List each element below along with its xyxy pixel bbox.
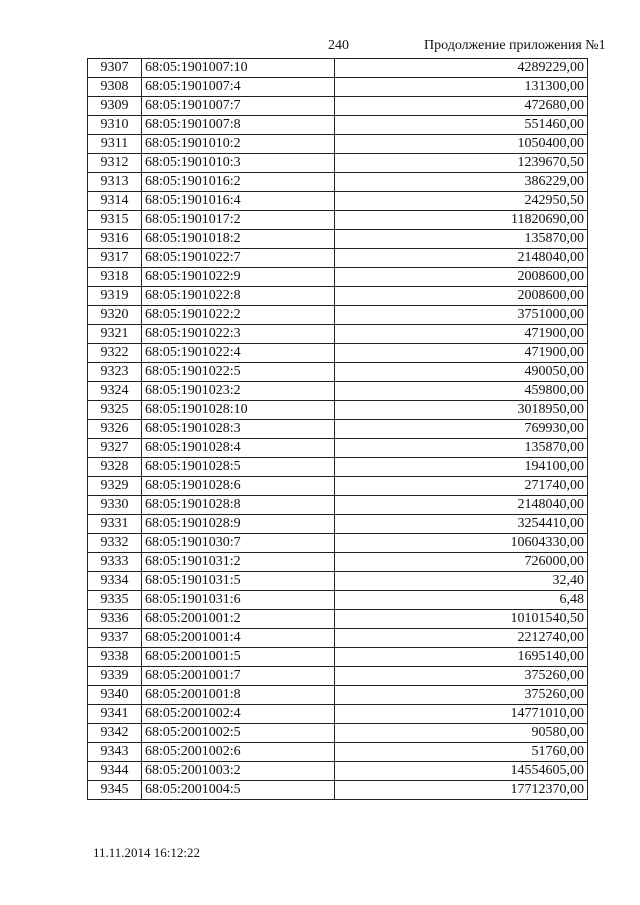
row-number-cell: 9313 [88,173,142,192]
value-cell: 551460,00 [335,116,588,135]
row-number-cell: 9312 [88,154,142,173]
cadastral-code-cell: 68:05:2001004:5 [142,781,335,800]
value-cell: 2008600,00 [335,268,588,287]
row-number-cell: 9307 [88,59,142,78]
value-cell: 375260,00 [335,667,588,686]
cadastral-code-cell: 68:05:2001002:6 [142,743,335,762]
cadastral-code-cell: 68:05:1901022:9 [142,268,335,287]
cadastral-code-cell: 68:05:2001002:4 [142,705,335,724]
value-cell: 1050400,00 [335,135,588,154]
cadastral-code-cell: 68:05:2001001:4 [142,629,335,648]
row-number-cell: 9337 [88,629,142,648]
cadastral-code-cell: 68:05:1901028:5 [142,458,335,477]
table-row [88,154,588,173]
table-row [88,724,588,743]
row-number-cell: 9316 [88,230,142,249]
value-cell: 471900,00 [335,344,588,363]
cadastral-code-cell: 68:05:1901016:2 [142,173,335,192]
cadastral-code-cell: 68:05:1901007:10 [142,59,335,78]
value-cell: 2148040,00 [335,249,588,268]
value-cell: 2148040,00 [335,496,588,515]
value-cell: 11820690,00 [335,211,588,230]
cadastral-code-cell: 68:05:1901007:7 [142,97,335,116]
table-row [88,515,588,534]
table-row [88,439,588,458]
cadastral-code-cell: 68:05:2001002:5 [142,724,335,743]
table-row [88,192,588,211]
cadastral-code-cell: 68:05:1901016:4 [142,192,335,211]
cadastral-code-cell: 68:05:2001001:5 [142,648,335,667]
row-number-cell: 9333 [88,553,142,572]
row-number-cell: 9314 [88,192,142,211]
value-cell: 4289229,00 [335,59,588,78]
table-row [88,667,588,686]
table-row [88,705,588,724]
row-number-cell: 9328 [88,458,142,477]
row-number-cell: 9338 [88,648,142,667]
cadastral-code-cell: 68:05:1901028:9 [142,515,335,534]
table-row [88,591,588,610]
cadastral-code-cell: 68:05:1901031:5 [142,572,335,591]
table-row [88,686,588,705]
row-number-cell: 9320 [88,306,142,325]
table-row [88,306,588,325]
row-number-cell: 9326 [88,420,142,439]
table-row [88,648,588,667]
value-cell: 10604330,00 [335,534,588,553]
row-number-cell: 9308 [88,78,142,97]
table-row [88,553,588,572]
table-row [88,116,588,135]
row-number-cell: 9336 [88,610,142,629]
cadastral-code-cell: 68:05:1901007:4 [142,78,335,97]
table-row [88,268,588,287]
table-row [88,97,588,116]
cadastral-code-cell: 68:05:1901028:6 [142,477,335,496]
cadastral-code-cell: 68:05:1901010:3 [142,154,335,173]
table-row [88,325,588,344]
table-row [88,534,588,553]
cadastral-code-cell: 68:05:1901022:3 [142,325,335,344]
table-row [88,401,588,420]
cadastral-code-cell: 68:05:2001001:7 [142,667,335,686]
value-cell: 459800,00 [335,382,588,401]
row-number-cell: 9332 [88,534,142,553]
value-cell: 3254410,00 [335,515,588,534]
row-number-cell: 9309 [88,97,142,116]
value-cell: 386229,00 [335,173,588,192]
table-row [88,496,588,515]
row-number-cell: 9330 [88,496,142,515]
cadastral-code-cell: 68:05:1901022:2 [142,306,335,325]
row-number-cell: 9340 [88,686,142,705]
table-row [88,135,588,154]
row-number-cell: 9335 [88,591,142,610]
row-number-cell: 9345 [88,781,142,800]
page-number: 240 [328,38,349,53]
row-number-cell: 9343 [88,743,142,762]
value-cell: 14771010,00 [335,705,588,724]
value-cell: 32,40 [335,572,588,591]
table-row [88,610,588,629]
row-number-cell: 9323 [88,363,142,382]
value-cell: 242950,50 [335,192,588,211]
row-number-cell: 9317 [88,249,142,268]
value-cell: 51760,00 [335,743,588,762]
value-cell: 2212740,00 [335,629,588,648]
cadastral-code-cell: 68:05:1901028:4 [142,439,335,458]
row-number-cell: 9342 [88,724,142,743]
row-number-cell: 9341 [88,705,142,724]
cadastral-code-cell: 68:05:1901022:7 [142,249,335,268]
row-number-cell: 9331 [88,515,142,534]
table-row [88,572,588,591]
cadastral-code-cell: 68:05:1901023:2 [142,382,335,401]
table-row [88,477,588,496]
value-cell: 135870,00 [335,439,588,458]
row-number-cell: 9324 [88,382,142,401]
value-cell: 2008600,00 [335,287,588,306]
row-number-cell: 9311 [88,135,142,154]
value-cell: 490050,00 [335,363,588,382]
value-cell: 6,48 [335,591,588,610]
value-cell: 3751000,00 [335,306,588,325]
row-number-cell: 9319 [88,287,142,306]
table-row [88,363,588,382]
row-number-cell: 9334 [88,572,142,591]
value-cell: 135870,00 [335,230,588,249]
value-cell: 471900,00 [335,325,588,344]
value-cell: 271740,00 [335,477,588,496]
value-cell: 17712370,00 [335,781,588,800]
cadastral-code-cell: 68:05:2001001:2 [142,610,335,629]
value-cell: 3018950,00 [335,401,588,420]
cadastral-code-cell: 68:05:1901031:2 [142,553,335,572]
cadastral-code-cell: 68:05:1901022:4 [142,344,335,363]
cadastral-code-cell: 68:05:1901028:8 [142,496,335,515]
table-row [88,344,588,363]
table-row [88,629,588,648]
table-row [88,59,588,78]
value-cell: 131300,00 [335,78,588,97]
cadastral-code-cell: 68:05:1901030:7 [142,534,335,553]
cadastral-code-cell: 68:05:1901010:2 [142,135,335,154]
page-caption: Продолжение приложения №1 [424,38,606,53]
value-cell: 194100,00 [335,458,588,477]
table-body [88,59,588,800]
value-cell: 472680,00 [335,97,588,116]
cadastral-code-cell: 68:05:1901031:6 [142,591,335,610]
row-number-cell: 9339 [88,667,142,686]
row-number-cell: 9315 [88,211,142,230]
table-row [88,249,588,268]
table-row [88,743,588,762]
cadastral-code-cell: 68:05:1901028:3 [142,420,335,439]
cadastral-code-cell: 68:05:1901022:5 [142,363,335,382]
table-row [88,420,588,439]
value-cell: 375260,00 [335,686,588,705]
cadastral-code-cell: 68:05:2001003:2 [142,762,335,781]
row-number-cell: 9325 [88,401,142,420]
footer-timestamp: 11.11.2014 16:12:22 [93,845,201,860]
table-row [88,781,588,800]
value-cell: 726000,00 [335,553,588,572]
cadastral-code-cell: 68:05:1901028:10 [142,401,335,420]
cadastral-code-cell: 68:05:1901022:8 [142,287,335,306]
row-number-cell: 9321 [88,325,142,344]
table-row [88,762,588,781]
table-row [88,173,588,192]
row-number-cell: 9327 [88,439,142,458]
value-cell: 1239670,50 [335,154,588,173]
value-cell: 14554605,00 [335,762,588,781]
row-number-cell: 9344 [88,762,142,781]
table-row [88,211,588,230]
cadastral-code-cell: 68:05:1901017:2 [142,211,335,230]
row-number-cell: 9318 [88,268,142,287]
cadastral-code-cell: 68:05:1901007:8 [142,116,335,135]
cadastral-code-cell: 68:05:2001001:8 [142,686,335,705]
row-number-cell: 9322 [88,344,142,363]
table-row [88,382,588,401]
cadastral-code-cell: 68:05:1901018:2 [142,230,335,249]
row-number-cell: 9310 [88,116,142,135]
data-table [87,58,588,800]
table-row [88,458,588,477]
table-row [88,287,588,306]
value-cell: 90580,00 [335,724,588,743]
row-number-cell: 9329 [88,477,142,496]
table-row [88,78,588,97]
value-cell: 1695140,00 [335,648,588,667]
table-row [88,230,588,249]
value-cell: 10101540,50 [335,610,588,629]
value-cell: 769930,00 [335,420,588,439]
